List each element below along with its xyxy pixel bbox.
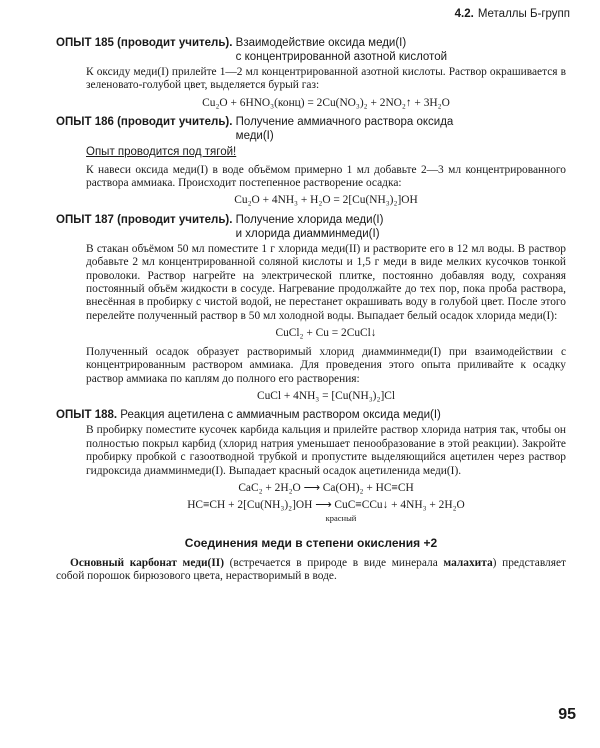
experiment-185-title [236, 36, 566, 64]
experiment-187-text-2: Полученный осадок образует растворимый хлорид диамминмеди(I) при взаимодействии с концентрированным раствором аммиака. Для проведения этого опыта приливайте к осадку раствор аммиака по каплям до полного его растворения: [86, 345, 566, 385]
experiment-187-label: ОПЫТ 187 (проводит учитель). [56, 213, 233, 226]
experiment-185-formula: Cu₂O + 6HNO₃(конц) = 2Cu(NO₃)₂ + 2NO₂↑ + 3H₂O [202, 96, 450, 109]
experiment-186-title-line-1: Получение аммиачного раствора оксида [235, 116, 454, 129]
section-title: Металлы Б-групп [477, 8, 570, 20]
experiment-186-label: ОПЫТ 186 (проводит учитель). [56, 116, 233, 129]
experiment-186-body [56, 146, 566, 208]
experiment-185-title-line-2: с концентрированной азотной кислотой [235, 51, 448, 63]
section-paragraph-text-2: ) представляет собой порошок бирюзового цвета, нерастворимый в воде. [56, 556, 567, 582]
experiment-187-heading [56, 213, 566, 241]
experiment-188-formula-1: CaC₂ + 2H₂O ⟶ Ca(OH)₂ + HC≡CH [238, 481, 414, 494]
experiment-188-formula-2: HC≡CH + 2[Cu(NH₃)₂]OH ⟶ CuC≡CCu↓ + 4NH₃ + 2H₂O [187, 499, 465, 512]
experiment-186-title-line-2: меди(I) [235, 130, 274, 143]
experiment-186-warning: Опыт проводится под тягой! [86, 146, 237, 159]
page-number: 95 [558, 706, 576, 723]
experiment-187-title [236, 213, 566, 241]
experiment-186-heading [56, 115, 566, 143]
experiment-187-body [56, 243, 566, 403]
experiment-188-title-line-1: Реакция ацетилена с аммиачным раствором оксида меди(I) [120, 409, 441, 422]
section-heading: Соединения меди в степени окисления +2 [184, 536, 438, 551]
experiment-185-body [56, 66, 566, 110]
malachite-term: малахита [443, 556, 493, 569]
experiment-188-text: В пробирку поместите кусочек карбида кальция и прилейте раствор хлорида натрия так, чтобы он полностью покрыл карбид (хлорид натрия уменьшает пенообразование в этой реакции). Закройте пробирку пробкой с газоотводной трубкой и пропустите выделяющийся ацетилен через раствор гидроксида диамминмеди(I). Выпадает красный осадок ацетиленида меди(I). [86, 424, 566, 477]
experiment-188-heading [56, 408, 566, 422]
experiment-186-title [236, 115, 566, 143]
precipitate-label-wrap [86, 512, 566, 525]
experiment-186-formula: Cu₂O + 4NH₃ + H₂O = 2[Cu(NH₃)₂]OH [234, 194, 418, 207]
basic-copper-carbonate-term: Основный карбонат меди(II) [70, 556, 224, 569]
experiment-187-title-line-1: Получение хлорида меди(I) [235, 213, 384, 226]
running-head [455, 8, 570, 20]
experiment-185-text: К оксиду меди(I) прилейте 1—2 мл концентрированной азотной кислоты. Раствор окрашивается в зеленовато-голубой цвет, выделяется бурый газ: [86, 66, 566, 92]
experiment-186-text: К навеси оксида меди(I) в воде объёмом примерно 1 мл добавьте 2—3 мл концентрированного раствора аммиака. Происходит постепенное растворение осадка: [86, 163, 566, 190]
section-paragraph [56, 557, 566, 584]
experiment-187-text-1: В стакан объёмом 50 мл поместите 1 г хлорида меди(II) и растворите его в 12 мл воды. В раствор добавьте 2 мл концентрированной соляной кислоты и 1,5 г меди в виде мелких кусочков тонкой проволоки. Раствор нагрейте на электрической плитке, постоянно добавляя воду, сохраняя постоянный объём жидкости в сосуде. Нагревание продолжайте до тех пор, пока проба раствора, внесённая в пробирку с чистой водой, не перестанет окрашивать воду в голубой цвет. После этого перелейте полученный раствор в 50 мл холодной воды. Выпадает белый осадок хлорида меди(I): [86, 242, 566, 322]
experiment-188-title [120, 408, 566, 422]
experiment-185-label: ОПЫТ 185 (проводит учитель). [56, 37, 233, 49]
section-paragraph-text-1: (встречается в природе в виде минерала [224, 556, 444, 569]
experiment-187-formula-2: CuCl + 4NH₃ = [Cu(NH₃)₂]Cl [256, 389, 396, 402]
experiment-185-heading [56, 36, 566, 64]
precipitate-color-label: красный [325, 512, 357, 523]
experiment-188-label: ОПЫТ 188. [56, 409, 118, 422]
experiment-188-body [56, 424, 566, 525]
experiment-187-title-line-2: и хлорида диамминмеди(I) [235, 227, 380, 240]
section-number: 4.2. [454, 8, 474, 20]
experiment-187-formula-1: CuCl₂ + Cu = 2CuCl↓ [275, 327, 377, 340]
page-content [56, 36, 566, 583]
experiment-185-title-line-1: Взаимодействие оксида меди(I) [235, 37, 407, 49]
